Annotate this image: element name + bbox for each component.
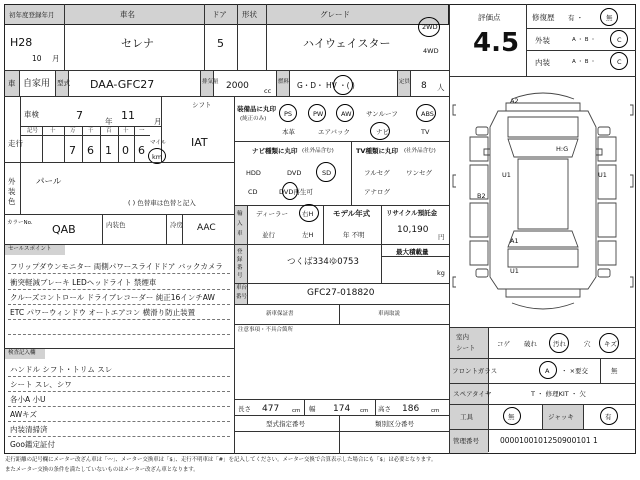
tools-label: 工具 (460, 413, 473, 421)
footer-line-2: またメーター交換の条件を満たしていないものはメーター改ざん車となります。 (5, 467, 199, 473)
door-count: 5 (217, 37, 224, 50)
inspector-line-4: 内装清掃済 (10, 425, 48, 434)
door-label: ドア (212, 10, 227, 19)
repair-options: 有 ・ (568, 14, 584, 22)
windshield-a-circle (539, 361, 557, 379)
spare-value: T ・ 修理KIT ・ 欠 (531, 390, 586, 398)
equipment-subtitle: (純正のみ) (240, 116, 267, 122)
chassis-label-a: 車台 (236, 285, 248, 291)
mark-a1: A1 (510, 237, 519, 245)
tv-subtitle: (社外品含む) (404, 148, 436, 154)
interior-item-0: コゲ (497, 340, 510, 348)
mileage-digit-header-0: 十 (50, 128, 56, 134)
inspection-label: 車検 (24, 110, 39, 119)
footer-line-1: 走行距離の記号欄にメーター改ざん車は「〰」、メーター交換車は「$」、走行不明車は「#」を記入してください。メーター交換で合算表示した場合にも「$」は必要となります。 (5, 457, 437, 463)
displacement-unit: cc (264, 87, 272, 95)
mileage-digit-header-2: 千 (88, 128, 94, 134)
recycle-value: 10,190 (397, 225, 429, 235)
equipment-ps-circle (279, 104, 297, 122)
recycle-yen: 円 (438, 233, 445, 241)
model-year-label: モデル年式 (333, 209, 371, 218)
mgmt-value: 0000100101250900101 1 (500, 436, 598, 445)
navi-hdd: HDD (246, 169, 261, 177)
inspector-line-5: Goo鑑定証付 (10, 440, 55, 449)
width-label: 幅 (309, 405, 316, 413)
width-unit: cm (360, 408, 369, 414)
interior-label-b: シート (456, 344, 476, 352)
shift-value: IAT (191, 136, 208, 149)
displacement-label: 排気量 (202, 79, 219, 85)
interior-label-a: 室内 (456, 333, 469, 341)
tools-value-circle (503, 407, 521, 425)
tv-title: TV種類に丸印 (356, 147, 398, 155)
inspector-line-1: シート スレ、シワ (10, 380, 72, 389)
navi-title: ナビ種類に丸印 (252, 147, 298, 155)
windshield-none: 無 (611, 367, 618, 375)
navi-subtitle: (社外品含む) (302, 148, 334, 154)
import-label-a: 輸 (237, 211, 243, 217)
tools-value: 無 (508, 413, 515, 421)
reg-year: H28 (10, 36, 33, 49)
inspection-month-unit: 月 (154, 117, 162, 126)
interior-item-3: 穴 (584, 340, 591, 348)
type-label: 型式 (57, 79, 70, 87)
drive-2wd: 2WD (422, 23, 438, 31)
mileage-unit-mile: マイル (150, 140, 167, 146)
score-label: 評価点 (478, 13, 501, 22)
shape-label: 形状 (242, 10, 257, 19)
int-label: 内装 (535, 58, 550, 67)
inspector-line-2: 各小A 小U (10, 395, 46, 404)
shift-label: シフト (192, 101, 212, 109)
interior-item-1: 破れ (524, 340, 537, 348)
selling-point-line-2: クルーズコントロール ドライブレコーダー 純正16インチAW (10, 293, 215, 302)
equipment-pw-circle (308, 104, 326, 122)
ext-label: 外装 (535, 36, 550, 45)
jack-value-circle (600, 407, 618, 425)
selling-point-line-3: ETC パワーウィンドウ オートエアコン 横滑り防止装置 (10, 308, 196, 317)
displacement-value: 2000 (226, 81, 249, 91)
selling-point-line-0: フリップダウンモニター 両側パワースライドドア バックカメラ (10, 262, 223, 271)
color-code-value: QAB (52, 223, 76, 236)
import-left-h: 左H (302, 231, 314, 239)
type-value: DAA-GFC27 (90, 78, 155, 91)
mileage-digit-0: 7 (69, 144, 76, 157)
mileage-digit-header-3: 百 (106, 128, 112, 134)
height-value: 186 (402, 404, 420, 414)
interior-item-4: キズ (604, 340, 617, 348)
chassis-value: GFC27-018820 (307, 288, 375, 298)
equipment-leather: 本革 (282, 128, 295, 136)
navi-sd: SD (322, 169, 332, 177)
score-value: 4.5 (473, 28, 520, 58)
cert-manual: 車両取説 (378, 311, 401, 317)
equipment-pw: PW (313, 110, 324, 118)
notes-label: 注意事項・不具合箇所 (238, 327, 294, 333)
mileage-code-label: 記号 (27, 128, 39, 134)
grade-value: ハイウェイスター (303, 37, 391, 50)
model-label: 車名 (120, 10, 135, 19)
equipment-airbag: エアバック (318, 128, 350, 136)
model-cert-label: 型式指定番号 (266, 420, 305, 428)
capacity-unit: 人 (437, 83, 445, 92)
plate-label-d: 号 (237, 273, 243, 279)
mark-a2: A2 (510, 97, 519, 105)
import-label-c: 車 (237, 231, 243, 237)
inspection-year-unit: 年 (105, 117, 113, 126)
ext-selected: C (617, 36, 622, 44)
import-right-h-circle (299, 204, 319, 222)
fuel-hv-circle (333, 75, 353, 95)
length-unit: cm (292, 408, 301, 414)
import-right-h: 右H (302, 210, 314, 218)
interior-item-2: 汚れ (553, 340, 566, 348)
repair-label: 修復歴 (532, 13, 555, 22)
capacity-value: 8 (421, 81, 427, 91)
mileage-digit-header-1: 万 (70, 128, 76, 134)
color-side-label-b: 装 (8, 187, 16, 196)
plate-label-b: 録 (237, 257, 243, 263)
windshield-rest: ・ ×要交 (561, 367, 589, 375)
model-year-value: 年 不明 (343, 231, 365, 239)
reg-month-unit: 月 (52, 54, 60, 63)
color-side-label-c: 色 (8, 197, 16, 206)
inspector-line-0: ハンドル シフト・トリム スレ (10, 365, 113, 374)
color-value: パール (36, 177, 62, 187)
drive-2wd-circle (418, 17, 440, 37)
class-label: 類別区分番号 (375, 420, 414, 428)
inspector-line-3: AWキズ (10, 410, 37, 419)
import-label-b: 入 (237, 221, 243, 227)
equipment-abs: ABS (421, 110, 434, 118)
fuel-value: G・D・ HV ・( ) (297, 81, 355, 90)
equipment-aw-circle (336, 104, 354, 122)
navi-sd-circle (316, 162, 336, 182)
mileage-side-label: 走行 (8, 139, 23, 148)
use-label: 車 (8, 79, 16, 88)
jack-label: ジャッキ (548, 413, 574, 421)
ac-label: 冷房 (170, 221, 183, 229)
selling-point-line-1: 衝突軽減ブレーキ LEDヘッドライト 禁煙車 (10, 278, 157, 287)
import-parallel: 並行 (262, 231, 275, 239)
equipment-aw: AW (341, 110, 352, 118)
color-code-label: カラーNo. (7, 220, 33, 226)
equipment-navi: ナビ (376, 128, 389, 136)
windshield-label: フロントガラス (452, 367, 498, 375)
capacity-label: 定員 (399, 79, 411, 85)
navi-cd: CD (248, 188, 258, 196)
equipment-ps: PS (284, 110, 293, 118)
navi-dvd: DVD (287, 169, 302, 177)
first-reg-label: 初年度登録年月 (9, 11, 55, 19)
inspector-label: 検査記入欄 (8, 350, 36, 356)
navi-dvd-play-circle (282, 182, 298, 200)
tv-analog: アナログ (364, 188, 390, 196)
plate-value: つくば334ゆ0753 (287, 257, 359, 267)
mileage-digit-4: 6 (138, 144, 145, 157)
mark-b2: B2 (477, 192, 486, 200)
equipment-tv: TV (421, 128, 430, 136)
color-note: ( ) 色替車は色替と記入 (128, 199, 196, 207)
length-value: 477 (262, 404, 280, 414)
inspection-year: 7 (76, 109, 83, 122)
import-dealer: ディーラー (256, 210, 288, 218)
equipment-title: 装備品に丸印 (237, 105, 276, 113)
repair-none: 無 (606, 14, 613, 22)
interior-color-label: 内装色 (106, 221, 126, 229)
mileage-digit-3: 0 (122, 144, 129, 157)
reg-month: 10 (32, 54, 42, 63)
mileage-digit-2: 1 (105, 144, 112, 157)
int-grade: A ・ B ・ (572, 59, 596, 65)
car-name: セレナ (121, 37, 154, 50)
tv-fullseg: フルセグ (364, 169, 390, 177)
windshield-a: A (545, 367, 550, 375)
max-load-label: 最大積載量 (396, 248, 429, 256)
mark-u1-bottom: U1 (510, 267, 519, 275)
recycle-label: リサイクル預託金 (386, 209, 438, 217)
mark-u1-left: U1 (502, 171, 511, 179)
mileage-unit-km: km (152, 153, 163, 161)
color-side-label-a: 外 (8, 177, 16, 186)
ext-grade: A ・ B ・ (572, 37, 596, 43)
jack-value: 有 (605, 413, 612, 421)
mileage-digit-1: 6 (87, 144, 94, 157)
mileage-digit-header-5: 一 (139, 128, 145, 134)
equipment-sunroof: サンルーフ (366, 110, 398, 118)
cert-warranty: 新車保証書 (266, 311, 294, 317)
max-load-unit: kg (437, 269, 445, 277)
equipment-navi-circle (370, 122, 390, 140)
drive-4wd: 4WD (423, 47, 439, 55)
plate-label-c: 番 (237, 265, 243, 271)
grade-label: グレード (320, 10, 350, 19)
ac-value: AAC (197, 223, 216, 233)
interior-scratch-circle (599, 333, 619, 353)
height-unit: cm (431, 408, 440, 414)
plate-label-a: 登 (237, 249, 243, 255)
navi-dvd-play: DVD再生可 (279, 188, 313, 196)
selling-points-label: セールスポイント (8, 246, 52, 252)
ext-selected-circle (610, 30, 628, 48)
spare-label: スペアタイヤ (453, 390, 492, 398)
chassis-label-b: 番号 (236, 294, 248, 300)
use-value: 自家用 (23, 79, 51, 89)
height-label: 高さ (378, 405, 391, 413)
mgmt-label: 管理番号 (453, 437, 479, 445)
width-value: 174 (333, 404, 351, 414)
inspection-month: 11 (121, 109, 135, 122)
int-selected: C (617, 58, 622, 66)
mark-hg: H:G (556, 145, 569, 153)
length-label: 長さ (238, 405, 251, 413)
mileage-digit-header-4: 十 (123, 128, 129, 134)
interior-dirt-circle (549, 333, 569, 353)
repair-none-circle (600, 8, 618, 26)
equipment-abs-circle (416, 104, 436, 122)
int-selected-circle (610, 52, 628, 70)
fuel-label: 燃料 (278, 79, 290, 85)
tv-oneseg: ワンセグ (406, 169, 432, 177)
mark-u1-right: U1 (598, 171, 607, 179)
